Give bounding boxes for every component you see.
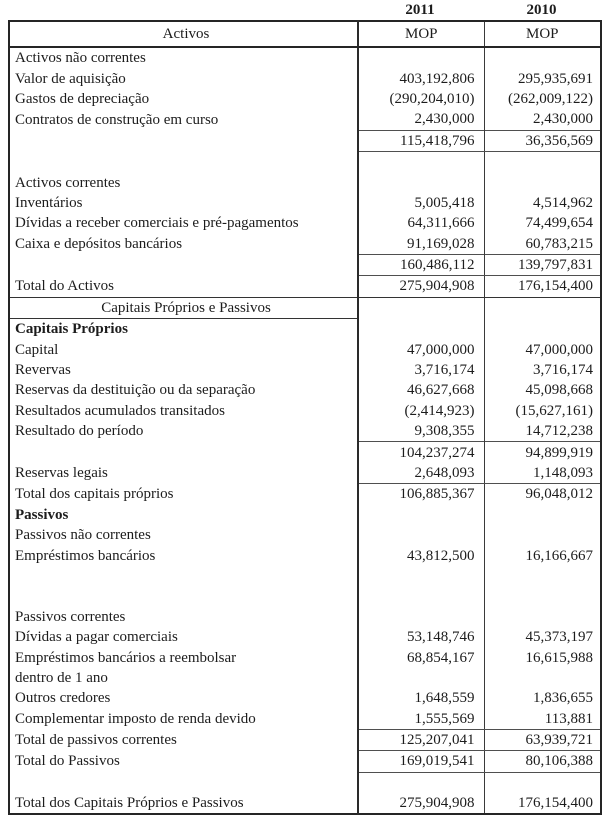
value-2010: 295,935,691 bbox=[518, 70, 593, 87]
table-row bbox=[9, 688, 601, 708]
value-2010: (262,009,122) bbox=[508, 90, 593, 107]
value-2011: 115,418,796 bbox=[358, 130, 484, 151]
value-2010: 94,899,919 bbox=[484, 442, 601, 463]
value-2010: 60,783,215 bbox=[525, 235, 593, 252]
table-row bbox=[9, 442, 601, 463]
row-label: Total do Activos bbox=[9, 276, 358, 297]
row-label bbox=[9, 586, 358, 606]
value-2010: (15,627,161) bbox=[515, 402, 593, 419]
table-row bbox=[9, 297, 601, 318]
value-2011: 104,237,274 bbox=[358, 442, 484, 463]
table-row bbox=[9, 151, 601, 172]
value-2010: 14,712,238 bbox=[525, 423, 593, 440]
value-2010: 1,836,655 bbox=[533, 690, 593, 707]
row-label: Passivos bbox=[9, 505, 358, 525]
value-2010: 63,939,721 bbox=[484, 729, 601, 750]
value-2011: 5,005,418 bbox=[358, 193, 484, 213]
value-2010 bbox=[484, 525, 601, 545]
value-2010: 176,154,400 bbox=[484, 276, 601, 297]
value-2011: 169,019,541 bbox=[358, 751, 484, 772]
value-2011: 46,627,668 bbox=[358, 380, 484, 400]
value-2011: 275,904,908 bbox=[358, 276, 484, 297]
row-label: Dívidas a receber comerciais e pré-pagamentos bbox=[9, 213, 358, 233]
value-2011: (290,204,010) bbox=[358, 89, 484, 109]
value-2010 bbox=[484, 319, 601, 340]
row-label bbox=[9, 151, 358, 172]
table-row bbox=[9, 380, 601, 400]
table-row bbox=[9, 109, 601, 130]
row-label: Resultado do período bbox=[9, 421, 358, 442]
table-row bbox=[9, 319, 601, 340]
table-row bbox=[9, 793, 601, 814]
row-label: Passivos correntes bbox=[9, 607, 358, 627]
value-2011 bbox=[358, 607, 484, 627]
table-row bbox=[9, 647, 601, 667]
value-2011: 47,000,000 bbox=[358, 339, 484, 359]
value-2010 bbox=[484, 772, 601, 793]
table-row bbox=[9, 627, 601, 647]
value-2010 bbox=[484, 297, 601, 318]
row-label: Caixa e depósitos bancários bbox=[9, 234, 358, 255]
table-row bbox=[9, 709, 601, 730]
value-2010: 16,166,667 bbox=[525, 547, 593, 564]
value-2011: 275,904,908 bbox=[358, 793, 484, 814]
value-2011 bbox=[358, 525, 484, 545]
row-label: Total dos capitais próprios bbox=[9, 484, 358, 505]
value-2010: 2,430,000 bbox=[533, 111, 593, 128]
value-2010 bbox=[484, 505, 601, 525]
row-label bbox=[9, 130, 358, 151]
row-label: Capitais Próprios e Passivos bbox=[9, 297, 358, 318]
value-2011: 403,192,806 bbox=[358, 68, 484, 88]
table-row bbox=[9, 751, 601, 772]
value-2010 bbox=[484, 566, 601, 586]
column-header-activos: Activos bbox=[9, 21, 358, 47]
row-label bbox=[9, 566, 358, 586]
value-2011: 106,885,367 bbox=[358, 484, 484, 505]
table-row bbox=[9, 130, 601, 151]
table-row bbox=[9, 484, 601, 505]
balance-sheet-table bbox=[8, 20, 602, 815]
table-row bbox=[9, 525, 601, 545]
value-2010 bbox=[484, 668, 601, 688]
row-label: Activos correntes bbox=[9, 172, 358, 192]
table-row bbox=[9, 254, 601, 275]
column-header-mop-2010: MOP bbox=[484, 21, 601, 47]
table-row bbox=[9, 234, 601, 255]
table-header bbox=[9, 21, 601, 47]
table-row bbox=[9, 68, 601, 88]
value-2010: 16,615,988 bbox=[525, 649, 593, 666]
table-row bbox=[9, 545, 601, 565]
row-label: Total do Passivos bbox=[9, 751, 358, 772]
value-2011 bbox=[358, 586, 484, 606]
value-2010: 113,881 bbox=[484, 709, 601, 730]
row-label: Gastos de depreciação bbox=[9, 89, 358, 109]
value-2011: 53,148,746 bbox=[358, 627, 484, 647]
table-row bbox=[9, 463, 601, 484]
value-2011 bbox=[358, 297, 484, 318]
table-body bbox=[9, 47, 601, 814]
value-2010: 47,000,000 bbox=[525, 341, 593, 358]
row-label: Empréstimos bancários a reembolsar bbox=[9, 647, 358, 667]
table-row bbox=[9, 172, 601, 192]
value-2010: 1,148,093 bbox=[484, 463, 601, 484]
value-2011 bbox=[358, 172, 484, 192]
table-row bbox=[9, 607, 601, 627]
value-2011 bbox=[358, 668, 484, 688]
value-2010: 96,048,012 bbox=[525, 486, 593, 503]
value-2011: 1,648,559 bbox=[358, 688, 484, 708]
value-2011 bbox=[358, 772, 484, 793]
table-row bbox=[9, 193, 601, 213]
year-2010-label: 2010 bbox=[526, 2, 557, 18]
value-2010 bbox=[484, 47, 601, 68]
value-2011: 91,169,028 bbox=[358, 234, 484, 255]
row-label: Contratos de construção em curso bbox=[9, 109, 358, 130]
table-row bbox=[9, 401, 601, 421]
value-2010: 45,098,668 bbox=[525, 382, 593, 399]
value-2011 bbox=[358, 319, 484, 340]
row-label bbox=[9, 772, 358, 793]
value-2011 bbox=[358, 505, 484, 525]
table-row bbox=[9, 505, 601, 525]
value-2010: 80,106,388 bbox=[484, 751, 601, 772]
table-row bbox=[9, 276, 601, 297]
value-2010: 36,356,569 bbox=[484, 130, 601, 151]
value-2010: 74,499,654 bbox=[525, 215, 593, 232]
row-label: Reservas da destituição ou da separação bbox=[9, 380, 358, 400]
year-header-row bbox=[8, 0, 610, 20]
value-2011 bbox=[358, 47, 484, 68]
row-label: Complementar imposto de renda devido bbox=[9, 709, 358, 730]
row-label: Activos não correntes bbox=[9, 47, 358, 68]
row-label: Resultados acumulados transitados bbox=[9, 401, 358, 421]
table-row bbox=[9, 772, 601, 793]
row-label: Outros credores bbox=[9, 688, 358, 708]
year-2011-label: 2011 bbox=[405, 2, 435, 18]
row-label: Reservas legais bbox=[9, 463, 358, 484]
table-row bbox=[9, 586, 601, 606]
value-2011: 160,486,112 bbox=[358, 254, 484, 275]
value-2011: 125,207,041 bbox=[358, 729, 484, 750]
table-row bbox=[9, 339, 601, 359]
table-row bbox=[9, 47, 601, 68]
table-row bbox=[9, 213, 601, 233]
value-2010 bbox=[484, 172, 601, 192]
value-2010 bbox=[484, 586, 601, 606]
value-2010 bbox=[484, 151, 601, 172]
value-2011: 2,430,000 bbox=[358, 109, 484, 130]
table-row bbox=[9, 421, 601, 442]
row-label: Inventários bbox=[9, 193, 358, 213]
value-2011 bbox=[358, 151, 484, 172]
table-row bbox=[9, 668, 601, 688]
value-2011: 64,311,666 bbox=[358, 213, 484, 233]
value-2011: 2,648,093 bbox=[358, 463, 484, 484]
value-2010 bbox=[484, 607, 601, 627]
table-row bbox=[9, 729, 601, 750]
value-2010: 176,154,400 bbox=[518, 795, 593, 812]
row-label: Revervas bbox=[9, 360, 358, 380]
row-label: Passivos não correntes bbox=[9, 525, 358, 545]
value-2010: 4,514,962 bbox=[533, 194, 593, 211]
table-row bbox=[9, 89, 601, 109]
row-label bbox=[9, 442, 358, 463]
value-2011: 3,716,174 bbox=[358, 360, 484, 380]
row-label: Capital bbox=[9, 339, 358, 359]
value-2011: 9,308,355 bbox=[358, 421, 484, 442]
table-row bbox=[9, 360, 601, 380]
row-label: Capitais Próprios bbox=[9, 319, 358, 340]
value-2011: (2,414,923) bbox=[358, 401, 484, 421]
row-label: Total dos Capitais Próprios e Passivos bbox=[9, 793, 358, 814]
value-2011 bbox=[358, 566, 484, 586]
row-label: Total de passivos correntes bbox=[9, 729, 358, 750]
value-2011: 68,854,167 bbox=[358, 647, 484, 667]
row-label: Dívidas a pagar comerciais bbox=[9, 627, 358, 647]
row-label: dentro de 1 ano bbox=[9, 668, 358, 688]
row-label bbox=[9, 254, 358, 275]
value-2010: 45,373,197 bbox=[525, 629, 593, 646]
row-label: Empréstimos bancários bbox=[9, 545, 358, 565]
value-2011: 43,812,500 bbox=[358, 545, 484, 565]
value-2010: 3,716,174 bbox=[533, 362, 593, 379]
header-row bbox=[9, 21, 601, 47]
column-header-mop-2011: MOP bbox=[358, 21, 484, 47]
row-label: Valor de aquisição bbox=[9, 68, 358, 88]
value-2011: 1,555,569 bbox=[358, 709, 484, 730]
value-2010: 139,797,831 bbox=[484, 254, 601, 275]
table-row bbox=[9, 566, 601, 586]
